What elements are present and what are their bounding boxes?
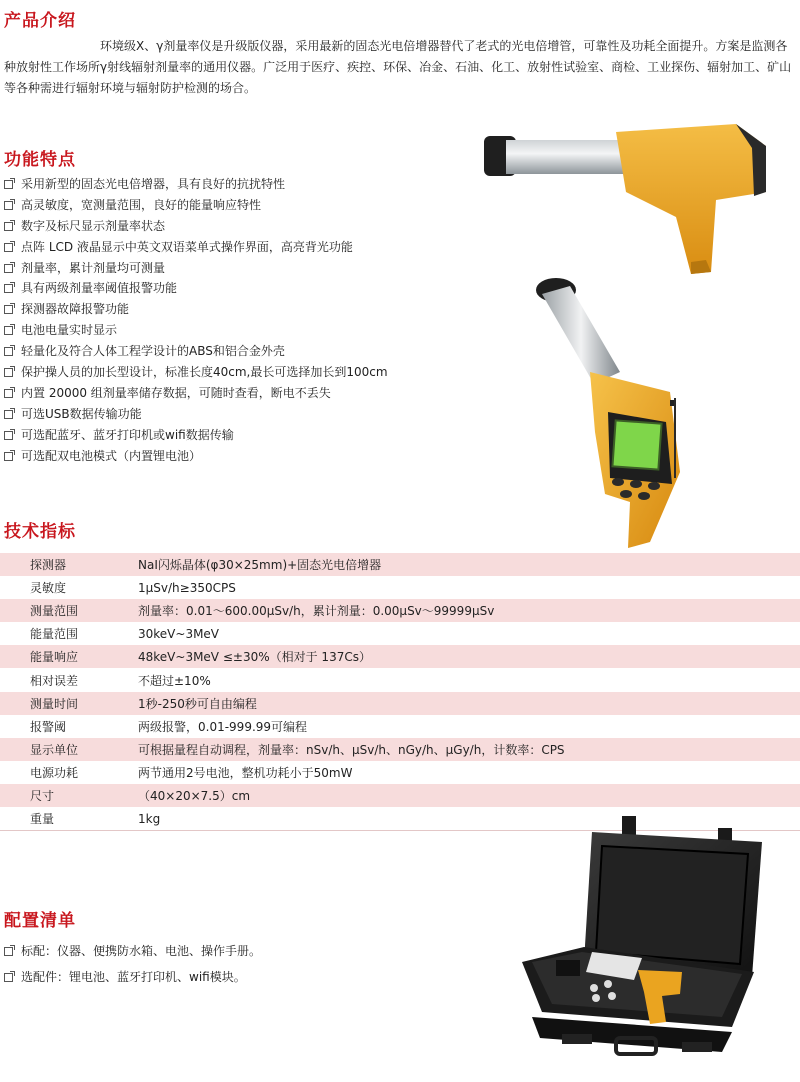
spec-key: 报警阈 xyxy=(0,715,138,738)
checkbox-icon xyxy=(4,973,13,982)
feature-item xyxy=(4,362,474,383)
feature-text: 点阵 LCD 液晶显示中英文双语菜单式操作界面，高亮背光功能 xyxy=(21,239,353,254)
feature-text: 内置 20000 组剂量率储存数据，可随时查看，断电不丢失 xyxy=(21,385,331,400)
feature-text: 具有两级剂量率阈值报警功能 xyxy=(21,281,178,296)
checkbox-icon xyxy=(4,201,13,210)
table-row xyxy=(0,784,800,807)
spec-key: 显示单位 xyxy=(0,738,138,761)
spec-value: 可根据量程自动调程，剂量率：nSv/h、μSv/h、nGy/h、μGy/h，计数率：CPS xyxy=(138,738,800,761)
spec-key: 能量响应 xyxy=(0,645,138,668)
feature-item xyxy=(4,258,474,279)
feature-list xyxy=(4,174,474,466)
checkbox-icon xyxy=(4,305,13,314)
spec-key: 尺寸 xyxy=(0,784,138,807)
config-title: 配置清单 xyxy=(4,911,76,931)
feature-text: 可选配双电池模式（内置锂电池） xyxy=(21,448,202,463)
table-row xyxy=(0,738,800,761)
features-title: 功能特点 xyxy=(4,150,76,170)
feature-text: 探测器故障报警功能 xyxy=(21,302,130,317)
intro-title: 产品介绍 xyxy=(4,11,76,31)
spec-key: 测量范围 xyxy=(0,599,138,622)
spec-value: 两节通用2号电池，整机功耗小于50mW xyxy=(138,761,800,784)
checkbox-icon xyxy=(4,947,13,956)
spec-key: 相对误差 xyxy=(0,668,138,691)
checkbox-icon xyxy=(4,222,13,231)
feature-item xyxy=(4,404,474,425)
table-row xyxy=(0,622,800,645)
checkbox-icon xyxy=(4,452,13,461)
feature-item xyxy=(4,446,474,467)
spec-value: NaI闪烁晶体(φ30×25mm)+固态光电倍增器 xyxy=(138,553,800,576)
spec-value: 两级报警，0.01-999.99可编程 xyxy=(138,715,800,738)
config-text: 选配件：锂电池、蓝牙打印机、wifi模块。 xyxy=(21,970,246,984)
feature-text: 数字及标尺显示剂量率状态 xyxy=(21,218,166,233)
config-text: 标配：仪器、便携防水箱、电池、操作手册。 xyxy=(21,944,262,958)
checkbox-icon xyxy=(4,431,13,440)
feature-item xyxy=(4,278,474,299)
checkbox-icon xyxy=(4,180,13,189)
feature-item xyxy=(4,320,474,341)
table-row xyxy=(0,553,800,576)
spec-key: 重量 xyxy=(0,807,138,831)
table-row xyxy=(0,645,800,668)
feature-item xyxy=(4,237,474,258)
device-side-view-image xyxy=(476,122,776,280)
feature-text: 采用新型的固态光电倍增器，具有良好的抗扰特性 xyxy=(21,177,286,191)
feature-text: 电池电量实时显示 xyxy=(21,323,118,338)
spec-key: 电源功耗 xyxy=(0,761,138,784)
feature-item xyxy=(4,341,474,362)
device-front-view-image xyxy=(520,272,680,550)
feature-item xyxy=(4,216,474,237)
specs-title: 技术指标 xyxy=(4,522,76,542)
checkbox-icon xyxy=(4,326,13,335)
checkbox-icon xyxy=(4,284,13,293)
spec-key: 能量范围 xyxy=(0,622,138,645)
carrying-case-image xyxy=(522,812,784,1074)
spec-value: 1秒-250秒可自由编程 xyxy=(138,692,800,715)
table-row xyxy=(0,715,800,738)
feature-text: 轻量化及符合人体工程学设计的ABS和铝合金外壳 xyxy=(21,344,285,359)
feature-item xyxy=(4,425,474,446)
feature-item xyxy=(4,195,474,216)
config-item xyxy=(4,938,261,964)
spec-value: 1kg xyxy=(138,807,800,831)
feature-text: 可选USB数据传输功能 xyxy=(21,406,142,421)
spec-value: （40×20×7.5）cm xyxy=(138,784,800,807)
spec-value: 剂量率：0.01～600.00μSv/h，累计剂量：0.00μSv～99999μSv xyxy=(138,599,800,622)
feature-item xyxy=(4,174,474,195)
feature-text: 剂量率，累计剂量均可测量 xyxy=(21,260,166,275)
checkbox-icon xyxy=(4,243,13,252)
spec-value: 48keV~3MeV ≤±30%（相对于 137Cs） xyxy=(138,645,800,668)
intro-paragraph: 环境级X、γ剂量率仪是升级版仪器，采用最新的固态光电倍增器替代了老式的光电倍增管，可靠性及功耗全面提升。方案是监测各种放射性工作场所γ射线辐射剂量率的通用仪器。广泛用于医疗、疾控、环保、冶金、石油、化工、放射性试验室、商检、工业探伤、辐射加工、矿山等各种需进行辐射环境与辐射防护检测的场合。 xyxy=(4,39,792,95)
checkbox-icon xyxy=(4,264,13,273)
spec-key: 探测器 xyxy=(0,553,138,576)
checkbox-icon xyxy=(4,389,13,398)
spec-key: 灵敏度 xyxy=(0,576,138,599)
feature-text: 可选配蓝牙、蓝牙打印机或wifi数据传输 xyxy=(21,427,234,442)
config-item xyxy=(4,964,261,990)
spec-value: 30keV~3MeV xyxy=(138,622,800,645)
specs-table xyxy=(0,553,800,831)
checkbox-icon xyxy=(4,410,13,419)
checkbox-icon xyxy=(4,347,13,356)
table-row xyxy=(0,761,800,784)
table-row xyxy=(0,576,800,599)
spec-value: 1μSv/h≥350CPS xyxy=(138,576,800,599)
spec-value: 不超过±10% xyxy=(138,668,800,691)
table-row xyxy=(0,668,800,691)
table-row xyxy=(0,599,800,622)
table-row xyxy=(0,692,800,715)
feature-item xyxy=(4,299,474,320)
feature-text: 保护操人员的加长型设计，标准长度40cm,最长可选择加长到100cm xyxy=(21,365,388,380)
config-list xyxy=(4,938,261,990)
feature-item xyxy=(4,383,474,404)
spec-key: 测量时间 xyxy=(0,692,138,715)
checkbox-icon xyxy=(4,368,13,377)
feature-text: 高灵敏度，宽测量范围，良好的能量响应特性 xyxy=(21,197,262,212)
